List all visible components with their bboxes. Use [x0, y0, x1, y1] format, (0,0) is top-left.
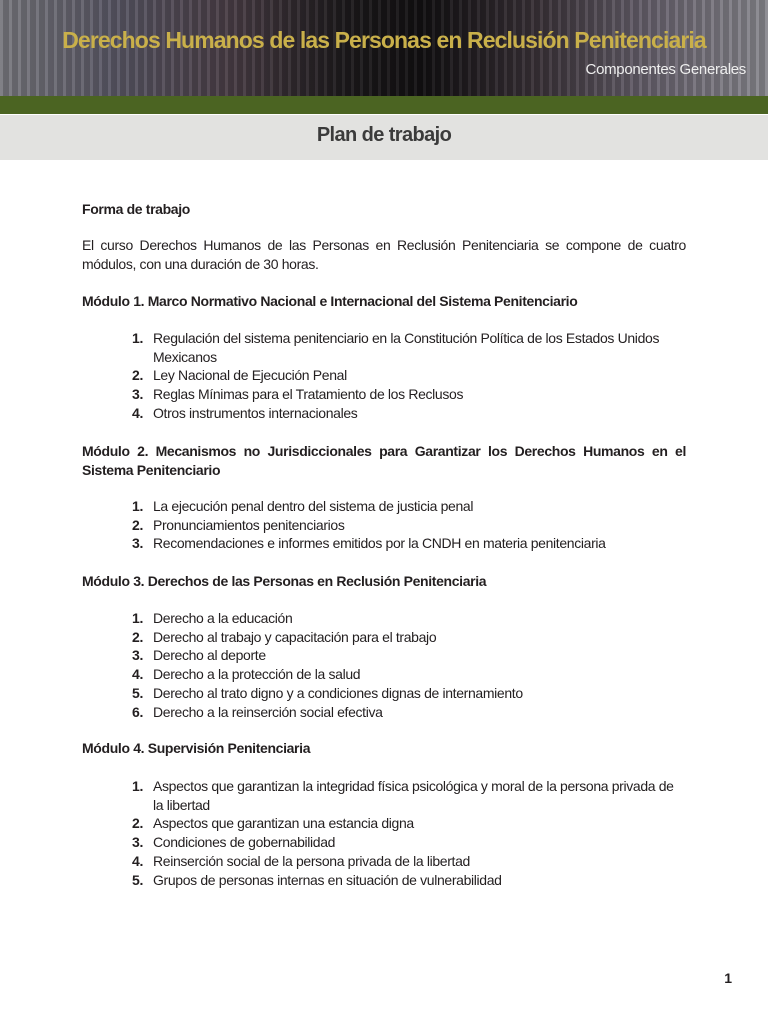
module-item-list: [82, 609, 686, 721]
list-item: [82, 366, 686, 385]
item-number: 1.: [132, 610, 143, 626]
item-text: Reglas Mínimas para el Tratamiento de los Reclusos: [153, 386, 464, 403]
list-item: [82, 814, 686, 833]
item-number: 2.: [132, 815, 143, 832]
list-item: [82, 684, 686, 703]
item-text: Derecho al trabajo y capacitación para el trabajo: [153, 628, 437, 645]
header-banner: [0, 0, 768, 96]
item-text: Derecho al trato digno y a condiciones dignas de internamiento: [153, 684, 523, 701]
item-text: Reinserción social de la persona privada de la libertad: [153, 852, 470, 869]
item-number: 2.: [132, 628, 143, 645]
module-heading: Módulo 2. Mecanismos no Jurisdiccionales para Garantizar los Derechos Humanos en el Sistema Penitenciario: [82, 443, 686, 478]
item-number: 5.: [132, 871, 143, 888]
item-number: 4.: [132, 852, 143, 869]
item-text: Pronunciamientos penitenciarios: [153, 516, 345, 533]
list-item: [82, 628, 686, 647]
item-number: 3.: [132, 647, 143, 664]
list-item: [82, 871, 686, 890]
item-number: 3.: [132, 834, 143, 851]
intro-heading: Forma de trabajo: [82, 201, 190, 217]
item-number: 6.: [132, 703, 143, 720]
item-number: 1.: [132, 498, 143, 514]
list-item: [82, 404, 686, 423]
green-band: [0, 96, 768, 114]
intro-text: El curso Derechos Humanos de las Personas en Reclusión Penitenciaria se compone de cuatro módulos, con una duración de 30 horas.: [82, 237, 686, 272]
module-heading: Módulo 1. Marco Normativo Nacional e Internacional del Sistema Penitenciario: [82, 293, 578, 309]
list-item: [82, 852, 686, 871]
item-number: 2.: [132, 516, 143, 533]
item-number: 1.: [132, 778, 143, 794]
course-subtitle: Componentes Generales: [585, 61, 746, 78]
list-item: [82, 777, 686, 814]
module-heading: Módulo 4. Supervisión Penitenciaria: [82, 740, 311, 756]
item-text: Derecho a la educación: [153, 610, 293, 626]
list-item: [82, 609, 686, 628]
item-number: 3.: [132, 535, 143, 552]
list-item: [82, 665, 686, 684]
item-text: Derecho al deporte: [153, 647, 266, 664]
module-heading: Módulo 3. Derechos de las Personas en Reclusión Penitenciaria: [82, 573, 487, 589]
item-number: 3.: [132, 386, 143, 403]
item-text: Otros instrumentos internacionales: [153, 404, 358, 421]
list-item: [82, 497, 686, 516]
list-item: [82, 516, 686, 535]
item-text: Derecho a la reinserción social efectiva: [153, 703, 383, 720]
item-text: Condiciones de gobernabilidad: [153, 834, 336, 851]
list-item: [82, 833, 686, 852]
section-title: Plan de trabajo: [316, 124, 452, 146]
list-item: [82, 703, 686, 722]
item-number: 2.: [132, 367, 143, 384]
item-number: 4.: [132, 404, 143, 421]
item-text: La ejecución penal dentro del sistema de justicia penal: [153, 498, 474, 514]
module-item-list: [82, 777, 686, 889]
list-item: [82, 385, 686, 404]
item-text: Derecho a la protección de la salud: [153, 666, 361, 683]
course-title: Derechos Humanos de las Personas en Reclusión Penitenciaria: [62, 27, 706, 53]
item-number: 1.: [132, 330, 143, 346]
item-text: Ley Nacional de Ejecución Penal: [153, 367, 347, 384]
module-item-list: [82, 497, 686, 553]
page-number: 1: [724, 970, 732, 986]
item-text: Recomendaciones e informes emitidos por la CNDH en materia penitenciaria: [153, 535, 606, 552]
list-item: [82, 329, 686, 366]
item-text: Regulación del sistema penitenciario en la Constitución Política de los Estados Unidos Mexicanos: [153, 330, 660, 365]
module-item-list: [82, 329, 686, 423]
item-text: Aspectos que garantizan una estancia digna: [153, 815, 414, 832]
item-number: 5.: [132, 684, 143, 701]
item-text: Grupos de personas internas en situación de vulnerabilidad: [153, 871, 502, 888]
list-item: [82, 534, 686, 553]
item-number: 4.: [132, 666, 143, 683]
item-text: Aspectos que garantizan la integridad física psicológica y moral de la persona privada de la libertad: [153, 778, 674, 813]
list-item: [82, 646, 686, 665]
